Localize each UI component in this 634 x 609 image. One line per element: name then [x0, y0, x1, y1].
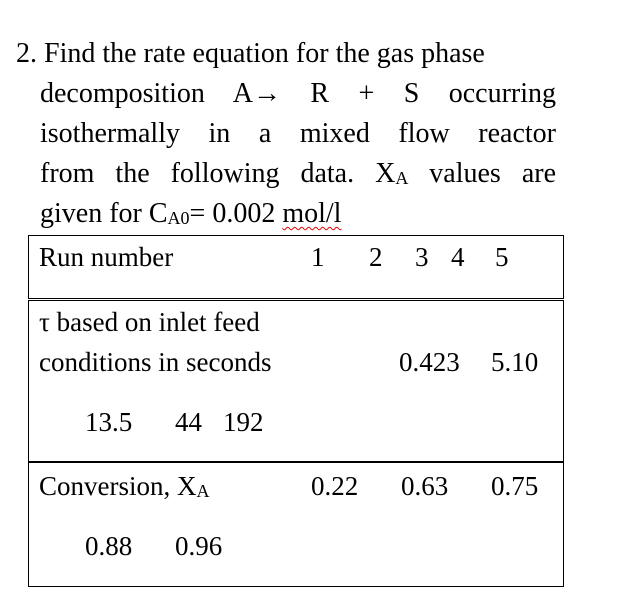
table-row-tau — [28, 300, 564, 462]
subscript-a: A — [196, 481, 210, 501]
conversion-value-1: 0.22 — [311, 471, 359, 501]
run-value-3: 3 — [415, 242, 429, 272]
problem-line-4-end: values are — [408, 158, 556, 189]
problem-line-3: isothermally in a mixed flow reactor — [40, 118, 556, 149]
tau-value-1: 0.423 — [399, 347, 460, 377]
unit-mol-per-l: mol/l — [282, 198, 342, 229]
tau-label-line-2: conditions in seconds — [39, 347, 272, 377]
subscript-a: A — [395, 168, 409, 188]
conversion-value-4: 0.88 — [85, 531, 133, 561]
run-value-4: 4 — [451, 242, 465, 272]
subscript-a0: A0 — [167, 208, 190, 228]
problem-line-4-text: from the following data. X — [40, 158, 396, 189]
problem-line-5 — [16, 194, 556, 234]
problem-line-4 — [16, 154, 556, 194]
conversion-label-text: Conversion, X — [39, 471, 197, 501]
tau-value-5: 192 — [223, 407, 264, 437]
table-row-conversion — [28, 462, 564, 587]
problem-line-2: decomposition A→ R + S occurring — [40, 78, 556, 109]
conversion-value-3: 0.75 — [491, 471, 539, 501]
conversion-label — [39, 471, 210, 502]
tau-label-line-1: τ based on inlet feed — [39, 307, 260, 337]
run-value-1: 1 — [311, 242, 325, 272]
problem-statement — [16, 34, 556, 234]
conversion-value-2: 0.63 — [401, 471, 449, 501]
problem-line-1: 2. Find the rate equation for the gas phase — [16, 38, 485, 69]
tau-value-2: 5.10 — [491, 347, 539, 377]
table-row-run-number — [28, 235, 564, 299]
run-value-2: 2 — [369, 242, 383, 272]
tau-value-4: 44 — [175, 407, 202, 437]
run-value-5: 5 — [495, 242, 509, 272]
run-number-label: Run number — [39, 242, 174, 272]
conversion-value-5: 0.96 — [175, 531, 223, 561]
problem-line-5-eq: = 0.002 — [189, 198, 283, 229]
problem-line-5-text: given for C — [40, 198, 168, 229]
tau-value-3: 13.5 — [85, 407, 133, 437]
